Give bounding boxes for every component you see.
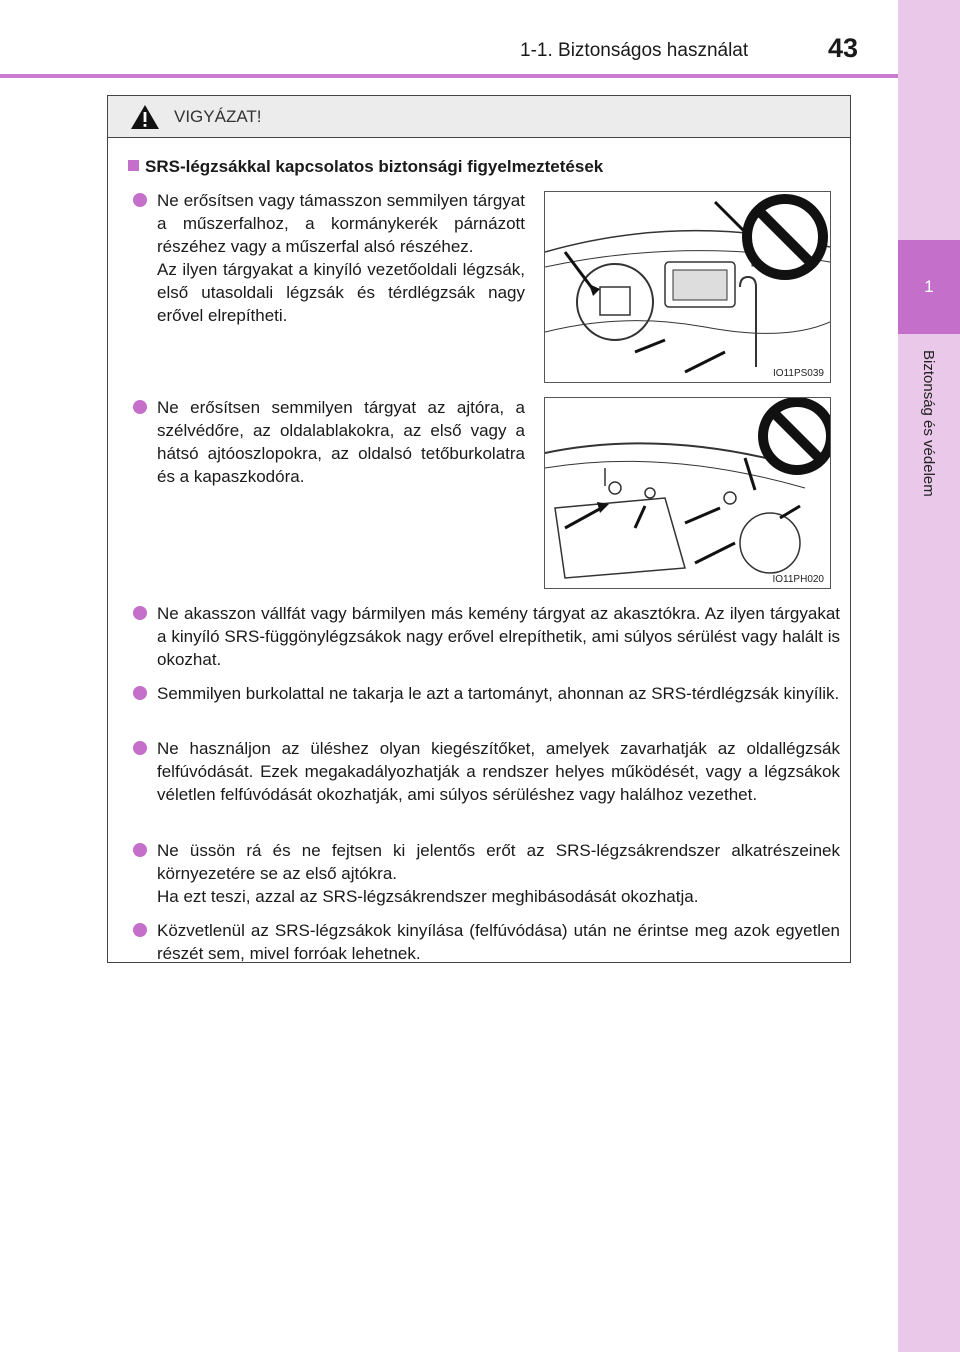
interior-illustration xyxy=(545,398,830,588)
header-divider xyxy=(0,74,898,78)
list-item: Ne akasszon vállfát vagy bármilyen más kemény tárgyat az akasztókra. Az ilyen tárgyakat a kinyíló SRS-függönylégzsákok nagy erővel elrepíthetik, ami súlyos sérülést vagy halált is okozhat. xyxy=(157,602,840,671)
bullet-icon xyxy=(133,400,147,414)
list-item: Közvetlenül az SRS-légzsákok kinyílása (felfúvódása) után ne érintse meg azok egyetlen részét sem, mivel forróak lehetnek. xyxy=(157,919,840,965)
figure-code: IO11PS039 xyxy=(773,368,824,379)
figure-code: IO11PH020 xyxy=(772,574,824,585)
bullet-icon xyxy=(133,193,147,207)
chapter-number: 1 xyxy=(898,240,960,334)
bullet-icon xyxy=(133,923,147,937)
warning-header xyxy=(108,96,850,138)
list-item: Ne erősítsen semmilyen tárgyat az ajtóra, a szélvédőre, az oldalablakokra, az első vagy a hátsó ajtóoszlopokra, az oldalsó tetőburkolatra és a kapaszkodóra. xyxy=(157,396,525,488)
chapter-side-tab xyxy=(898,0,960,1352)
bullet-icon xyxy=(133,843,147,857)
chapter-title: Biztonság és védelem xyxy=(920,350,937,497)
list-item: Ne üssön rá és ne fejtsen ki jelentős erőt az SRS-légzsákrendszer alkatrészeinek környezetére se az első ajtókra. Ha ezt teszi, azzal az SRS-légzsákrendszer meghibásodását okozhatja. xyxy=(157,839,840,908)
warning-label: VIGYÁZAT! xyxy=(174,107,262,126)
square-bullet-icon xyxy=(128,160,139,171)
warning-section-title: SRS-légzsákkal kapcsolatos biztonsági figyelmeztetések xyxy=(128,157,603,177)
warning-triangle-icon xyxy=(130,104,160,130)
page-number: 43 xyxy=(828,33,859,63)
bullet-icon xyxy=(133,606,147,620)
warning-box xyxy=(107,95,851,963)
prohibition-icon xyxy=(747,199,823,275)
dashboard-figure xyxy=(544,191,831,383)
list-item: Ne használjon az üléshez olyan kiegészítőket, amelyek zavarhatják az oldallégzsák felfúvódását. Ezek megakadályozhatják a rendszer helyes működését, vagy a légzsákok véletlen felfúvódását okozhatják, ami súlyos sérüléshez vagy halálhoz vezethet. xyxy=(157,737,840,806)
interior-figure xyxy=(544,397,831,589)
list-item: Semmilyen burkolattal ne takarja le azt a tartományt, ahonnan az SRS-térdlégzsák kinyílik. xyxy=(157,682,840,705)
section-title: 1-1. Biztonságos használat xyxy=(520,40,749,61)
bullet-icon xyxy=(133,686,147,700)
prohibition-icon xyxy=(763,402,830,470)
dashboard-illustration xyxy=(545,192,830,382)
list-item: Ne erősítsen vagy támasszon semmilyen tárgyat a műszerfalhoz, a kormánykerék párnázott részéhez vagy a műszerfal alsó részéhez. Az ilyen tárgyakat a kinyíló vezetőoldali légzsák, első utasoldali légzsák és térdlégzsák nagy erővel elrepítheti. xyxy=(157,189,525,327)
bullet-icon xyxy=(133,741,147,755)
